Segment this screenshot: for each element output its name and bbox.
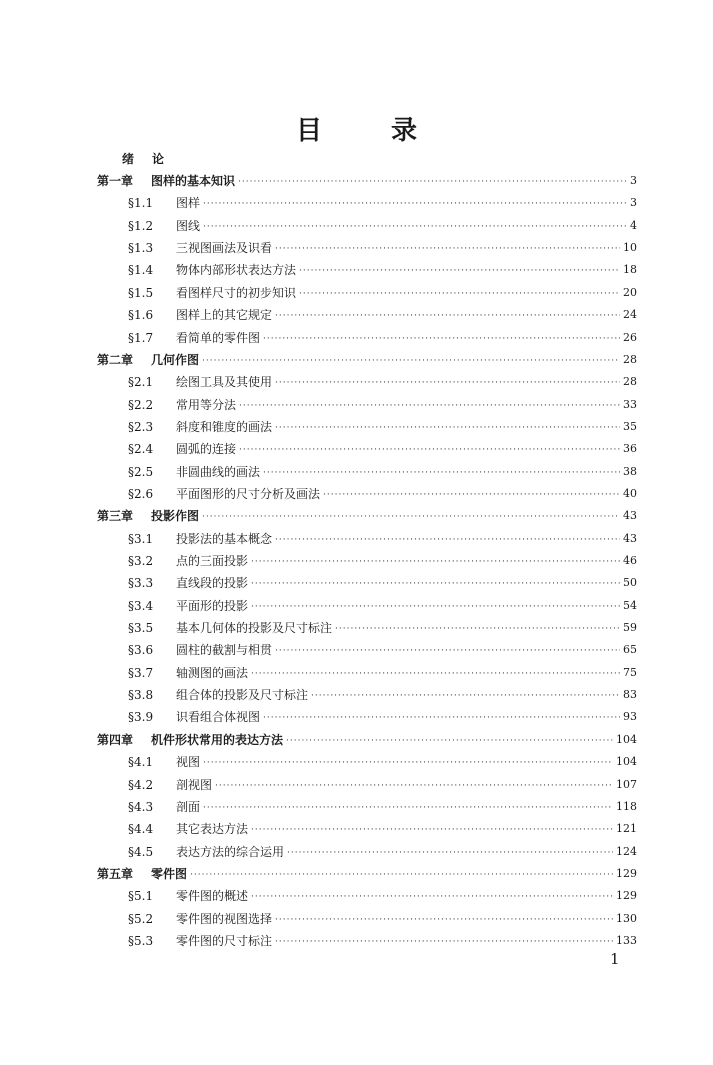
section-number: §4.4 bbox=[128, 822, 154, 837]
page-ref: 28 bbox=[623, 352, 637, 366]
toc-entry-title bbox=[128, 241, 272, 255]
section-number: §4.2 bbox=[128, 777, 154, 792]
entry-label: 几何作图 bbox=[151, 352, 200, 367]
entry-label: 三视图画法及识看 bbox=[176, 241, 273, 256]
toc-section-row bbox=[128, 257, 637, 277]
toc-entry-title bbox=[128, 465, 260, 479]
section-number: §3.5 bbox=[128, 621, 154, 635]
toc-entry-title bbox=[128, 487, 320, 501]
toc-section-row bbox=[128, 704, 637, 724]
chapter-number: 第四章 bbox=[97, 732, 134, 747]
entry-label: 物体内部形状表达方法 bbox=[176, 263, 297, 278]
page-ref: 50 bbox=[623, 576, 637, 590]
section-number: §5.3 bbox=[128, 933, 154, 948]
dot-leader bbox=[251, 891, 613, 903]
toc-entry-title bbox=[128, 286, 296, 300]
toc-section-row bbox=[128, 213, 637, 233]
dot-leader bbox=[299, 265, 620, 277]
section-number: §4.5 bbox=[128, 844, 154, 859]
page-ref: 33 bbox=[623, 397, 637, 411]
section-number: §5.2 bbox=[128, 911, 154, 926]
page-ref: 10 bbox=[623, 241, 637, 255]
toc-section-row bbox=[128, 682, 637, 702]
dot-leader bbox=[203, 198, 627, 210]
entry-label: 零件图的概述 bbox=[176, 889, 249, 904]
page-ref: 104 bbox=[616, 755, 637, 769]
toc-entry-title bbox=[128, 442, 236, 456]
toc-entry-title bbox=[128, 398, 236, 412]
toc-section-row bbox=[128, 906, 637, 926]
dot-leader bbox=[251, 601, 620, 613]
section-number: §1.3 bbox=[128, 241, 154, 256]
toc-entry-title bbox=[128, 800, 200, 814]
dot-leader bbox=[251, 578, 620, 590]
dot-leader bbox=[238, 176, 627, 188]
section-number: §3.7 bbox=[128, 665, 154, 680]
page-ref: 133 bbox=[616, 933, 637, 947]
section-number: §1.7 bbox=[128, 330, 154, 345]
toc-entry-title bbox=[128, 420, 272, 434]
page-ref: 35 bbox=[623, 419, 637, 433]
dot-leader bbox=[202, 355, 620, 367]
toc-entry-title bbox=[128, 621, 332, 635]
toc-entry-title bbox=[97, 174, 235, 188]
toc-entry-title bbox=[128, 375, 272, 389]
toc-section-row bbox=[128, 548, 637, 568]
dot-leader bbox=[275, 534, 620, 546]
dot-leader bbox=[251, 668, 620, 680]
entry-label: 圆柱的截割与相贯 bbox=[176, 643, 273, 658]
toc-entry-title bbox=[128, 331, 260, 345]
page-ref: 54 bbox=[623, 598, 637, 612]
entry-label: 其它表达方法 bbox=[176, 822, 249, 837]
dot-leader bbox=[275, 377, 620, 389]
page-ref: 65 bbox=[623, 643, 637, 657]
page-ref: 124 bbox=[616, 844, 637, 858]
page-ref: 40 bbox=[623, 486, 637, 500]
toc-section-row bbox=[128, 637, 637, 657]
page-number: 1 bbox=[610, 950, 620, 968]
toc-chapter-row bbox=[97, 727, 637, 747]
entry-label: 直线段的投影 bbox=[176, 576, 249, 591]
toc-section-row bbox=[128, 839, 637, 859]
entry-label: 基本几何体的投影及尺寸标注 bbox=[176, 621, 333, 635]
entry-label: 剖面 bbox=[176, 799, 201, 814]
page-ref: 129 bbox=[616, 889, 637, 903]
toc-section-row bbox=[128, 481, 637, 501]
toc-entry-title bbox=[128, 822, 248, 836]
dot-leader bbox=[275, 645, 620, 657]
entry-label: 平面形的投影 bbox=[176, 598, 249, 613]
page-ref: 130 bbox=[616, 911, 637, 925]
toc-entry-title bbox=[128, 219, 200, 233]
section-number: §3.4 bbox=[128, 598, 154, 613]
entry-label: 轴测图的画法 bbox=[176, 665, 249, 680]
section-number: §3.3 bbox=[128, 576, 154, 591]
section-number: §3.9 bbox=[128, 710, 154, 725]
dot-leader bbox=[323, 489, 620, 501]
section-number: §2.2 bbox=[128, 397, 154, 412]
section-number: §4.3 bbox=[128, 799, 154, 814]
toc-entry-title bbox=[97, 509, 199, 523]
dot-leader bbox=[299, 288, 620, 300]
toc-section-row bbox=[128, 459, 637, 479]
toc-section-row bbox=[128, 928, 637, 948]
page-ref: 46 bbox=[623, 554, 637, 567]
page-ref: 28 bbox=[623, 375, 637, 389]
dot-leader bbox=[215, 780, 613, 792]
toc-entry-title bbox=[97, 733, 283, 747]
toc-section-row bbox=[128, 302, 637, 322]
toc-section-row bbox=[128, 660, 637, 680]
toc-section-row bbox=[128, 369, 637, 389]
dot-leader bbox=[286, 735, 613, 747]
section-number: §1.1 bbox=[128, 196, 154, 211]
dot-leader bbox=[263, 467, 620, 479]
section-number: §3.6 bbox=[128, 643, 154, 658]
entry-label: 零件图 bbox=[151, 866, 188, 881]
section-number: §3.2 bbox=[128, 554, 154, 568]
page-ref: 3 bbox=[630, 196, 637, 210]
page-ref: 83 bbox=[623, 688, 637, 702]
entry-label: 常用等分法 bbox=[176, 397, 237, 412]
dot-leader bbox=[335, 623, 620, 635]
toc-section-row bbox=[128, 325, 637, 345]
entry-label: 剖视图 bbox=[176, 777, 213, 792]
dot-leader bbox=[202, 511, 620, 523]
entry-label: 零件图的视图选择 bbox=[176, 911, 273, 926]
dot-leader bbox=[275, 936, 613, 948]
toc-section-row bbox=[128, 883, 637, 903]
entry-label: 图样 bbox=[176, 196, 201, 211]
entry-label: 投影法的基本概念 bbox=[176, 531, 273, 546]
chapter-number: 第三章 bbox=[97, 509, 134, 524]
toc-entry-title bbox=[128, 643, 272, 657]
page-ref: 24 bbox=[623, 308, 637, 322]
section-number: §2.4 bbox=[128, 442, 154, 457]
toc-section-row bbox=[128, 615, 637, 635]
entry-label: 非圆曲线的画法 bbox=[176, 464, 261, 479]
toc-entry-title bbox=[128, 755, 200, 769]
dot-leader bbox=[263, 712, 620, 724]
page-ref: 36 bbox=[623, 442, 637, 456]
section-number: §3.8 bbox=[128, 688, 154, 703]
section-number: §2.1 bbox=[128, 375, 154, 390]
toc-chapter-row bbox=[97, 168, 637, 188]
dot-leader bbox=[190, 869, 613, 881]
entry-label: 点的三面投影 bbox=[176, 554, 249, 568]
entry-label: 图线 bbox=[176, 218, 201, 233]
toc-entry-title bbox=[97, 353, 199, 367]
toc-intro: 绪论 bbox=[122, 152, 183, 166]
toc-entry-title bbox=[128, 196, 200, 210]
page-ref: 121 bbox=[616, 822, 637, 836]
toc-section-row bbox=[128, 235, 637, 255]
toc-section-row bbox=[128, 280, 637, 300]
page-ref: 3 bbox=[630, 174, 637, 187]
toc-chapter-row bbox=[97, 347, 637, 367]
page-ref: 104 bbox=[616, 732, 637, 746]
page-ref: 43 bbox=[623, 531, 637, 545]
entry-label: 看图样尺寸的初步知识 bbox=[176, 285, 297, 300]
page-title: 目 录 bbox=[295, 116, 448, 146]
toc-section-row bbox=[128, 570, 637, 590]
page-ref: 4 bbox=[630, 218, 637, 232]
section-number: §1.4 bbox=[128, 263, 154, 278]
section-number: §1.6 bbox=[128, 308, 154, 323]
section-number: §1.2 bbox=[128, 218, 154, 233]
toc-entry-title bbox=[128, 554, 248, 568]
entry-label: 组合体的投影及尺寸标注 bbox=[176, 688, 309, 703]
page-ref: 93 bbox=[623, 710, 637, 724]
toc-entry-title bbox=[128, 710, 260, 724]
page-ref: 118 bbox=[616, 799, 637, 813]
chapter-number: 第二章 bbox=[97, 352, 134, 367]
dot-leader bbox=[311, 690, 620, 702]
toc-entry-title bbox=[128, 688, 308, 702]
section-number: §2.5 bbox=[128, 464, 154, 479]
page-ref: 38 bbox=[623, 464, 637, 478]
toc-entry-title bbox=[128, 912, 272, 926]
entry-label: 零件图的尺寸标注 bbox=[176, 933, 273, 948]
page-ref: 20 bbox=[623, 285, 637, 299]
entry-label: 机件形状常用的表达方法 bbox=[151, 732, 284, 747]
toc-entry-title bbox=[128, 889, 248, 903]
toc-entry-title bbox=[128, 308, 272, 322]
toc-entry-title bbox=[128, 666, 248, 680]
entry-label: 圆弧的连接 bbox=[176, 442, 237, 457]
toc-entry-title bbox=[128, 532, 272, 546]
entry-label: 看简单的零件图 bbox=[176, 330, 261, 345]
toc-entry-title bbox=[128, 934, 272, 948]
chapter-number: 第一章 bbox=[97, 174, 134, 188]
dot-leader bbox=[287, 847, 613, 859]
toc-section-row bbox=[128, 392, 637, 412]
entry-label: 投影作图 bbox=[151, 509, 200, 524]
dot-leader bbox=[251, 824, 613, 836]
toc-section-row bbox=[128, 749, 637, 769]
page-ref: 26 bbox=[623, 330, 637, 344]
entry-label: 视图 bbox=[176, 755, 201, 770]
toc-section-row bbox=[128, 593, 637, 613]
page-ref: 107 bbox=[616, 777, 637, 791]
entry-label: 斜度和锥度的画法 bbox=[176, 419, 273, 434]
page-ref: 129 bbox=[616, 866, 637, 880]
dot-leader bbox=[251, 556, 620, 568]
entry-label: 识看组合体视图 bbox=[176, 710, 261, 725]
entry-label: 表达方法的综合运用 bbox=[176, 844, 285, 859]
dot-leader bbox=[275, 310, 620, 322]
toc-section-row bbox=[128, 816, 637, 836]
toc-entry-title bbox=[128, 263, 296, 277]
toc-entry-title bbox=[128, 845, 284, 859]
dot-leader bbox=[239, 400, 620, 412]
page-ref: 59 bbox=[623, 621, 637, 634]
page-ref: 75 bbox=[623, 665, 637, 679]
dot-leader bbox=[203, 757, 613, 769]
dot-leader bbox=[275, 243, 620, 255]
dot-leader bbox=[239, 444, 620, 456]
toc-entry-title bbox=[128, 778, 212, 792]
dot-leader bbox=[203, 221, 627, 233]
entry-label: 图样上的其它规定 bbox=[176, 308, 273, 323]
section-number: §4.1 bbox=[128, 755, 154, 770]
toc-section-row bbox=[128, 436, 637, 456]
toc-section-row bbox=[128, 526, 637, 546]
toc-section-row bbox=[128, 794, 637, 814]
toc-section-row bbox=[128, 772, 637, 792]
chapter-number: 第五章 bbox=[97, 866, 134, 881]
section-number: §5.1 bbox=[128, 889, 154, 904]
entry-label: 平面图形的尺寸分析及画法 bbox=[176, 486, 321, 501]
toc-entry-title bbox=[97, 867, 187, 881]
page-ref: 43 bbox=[623, 509, 637, 523]
toc-entry-title bbox=[128, 599, 248, 613]
entry-label: 绘图工具及其使用 bbox=[176, 375, 273, 390]
dot-leader bbox=[263, 333, 620, 345]
section-number: §2.6 bbox=[128, 486, 154, 501]
toc-section-row bbox=[128, 414, 637, 434]
page-ref: 18 bbox=[623, 263, 637, 277]
dot-leader bbox=[275, 422, 620, 434]
toc-chapter-row bbox=[97, 861, 637, 881]
section-number: §3.1 bbox=[128, 531, 154, 546]
toc-chapter-row bbox=[97, 503, 637, 523]
entry-label: 图样的基本知识 bbox=[151, 174, 236, 188]
toc-entry-title bbox=[128, 576, 248, 590]
section-number: §1.5 bbox=[128, 285, 154, 300]
section-number: §2.3 bbox=[128, 419, 154, 434]
dot-leader bbox=[203, 802, 613, 814]
toc-section-row bbox=[128, 190, 637, 210]
dot-leader bbox=[275, 914, 613, 926]
